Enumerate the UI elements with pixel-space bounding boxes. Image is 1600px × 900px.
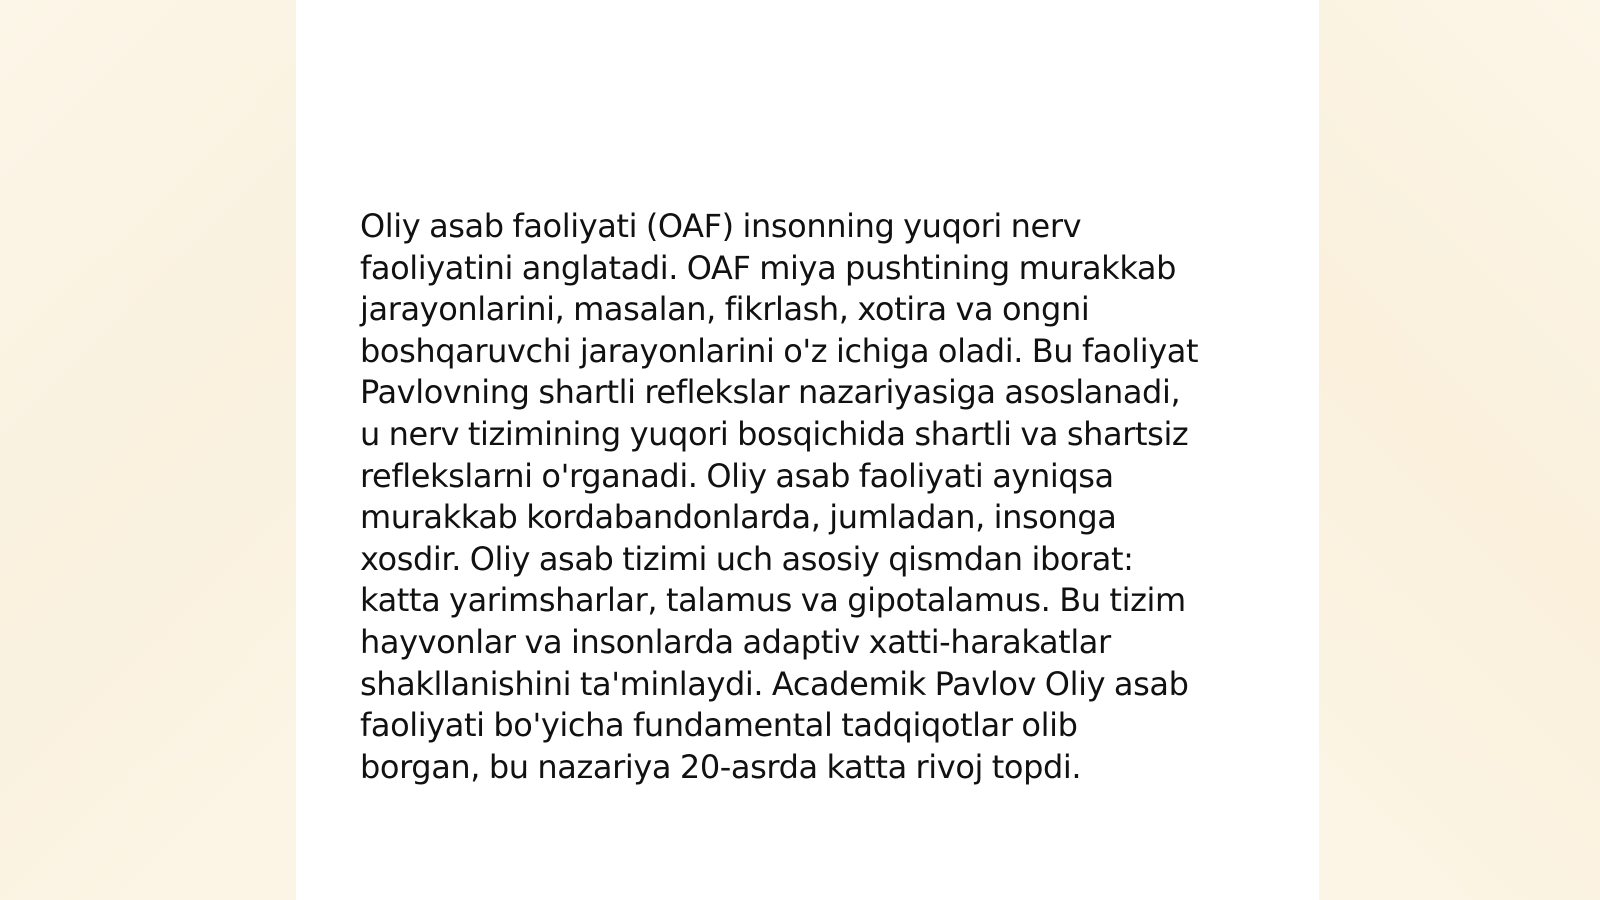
- slide-page: [296, 0, 1319, 900]
- paragraph-line: jarayonlarini, masalan, fikrlash, xotira va ongni: [360, 290, 1090, 329]
- paragraph-line: katta yarimsharlar, talamus va gipotalamus. Bu tizim: [360, 581, 1186, 620]
- paragraph-line: murakkab kordabandonlarda, jumladan, insonga: [360, 498, 1117, 537]
- paragraph-line: u nerv tizimining yuqori bosqichida shartli va shartsiz: [360, 414, 1189, 453]
- paragraph-line: faoliyati bo'yicha fundamental tadqiqotlar olib: [360, 706, 1078, 745]
- paragraph-line: borgan, bu nazariya 20-asrda katta rivoj topdi.: [360, 747, 1082, 786]
- paragraph-line: Pavlovning shartli reflekslar nazariyasiga asoslanadi,: [360, 373, 1181, 412]
- paragraph-line: boshqaruvchi jarayonlarini o'z ichiga oladi. Bu faoliyat: [360, 331, 1199, 370]
- paragraph-line: reflekslarni o'rganadi. Oliy asab faoliyati ayniqsa: [360, 456, 1114, 495]
- paragraph-line: shakllanishini ta'minlaydi. Academik Pavlov Oliy asab: [360, 664, 1189, 703]
- left-background-margin: [0, 0, 296, 900]
- paragraph-line: Oliy asab faoliyati (OAF) insonning yuqori nerv: [360, 207, 1082, 245]
- paragraph-line: faoliyatini anglatadi. OAF miya pushtining murakkab: [360, 248, 1177, 287]
- right-background-margin: [1319, 0, 1600, 900]
- slide-paragraph: [360, 206, 1250, 788]
- paragraph-line: hayvonlar va insonlarda adaptiv xatti-harakatlar: [360, 622, 1111, 661]
- paragraph-line: xosdir. Oliy asab tizimi uch asosiy qismdan iborat:: [360, 539, 1134, 578]
